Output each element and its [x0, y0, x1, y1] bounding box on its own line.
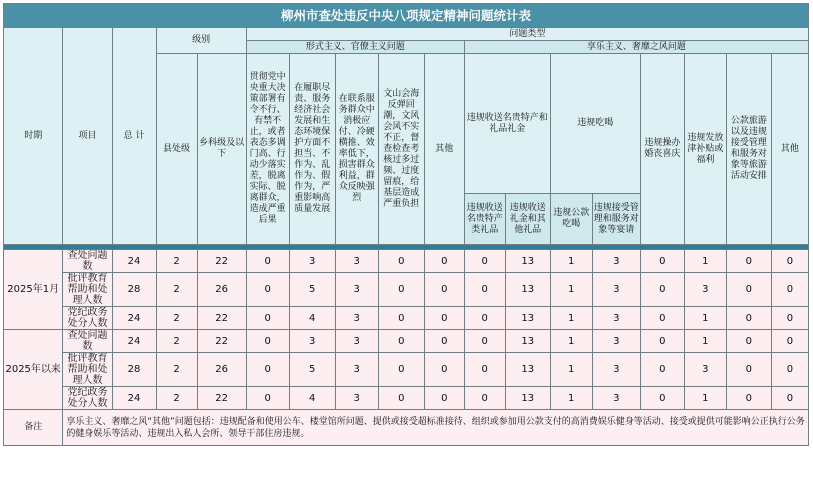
value-cell: 2 [156, 330, 197, 353]
value-cell: 0 [771, 330, 808, 353]
value-cell: 0 [246, 330, 289, 353]
header-formalism-other: 其他 [424, 54, 464, 245]
header-gifts-cash: 违规收送礼金和其他礼品 [505, 194, 550, 245]
value-cell: 26 [197, 353, 246, 387]
value-cell: 28 [112, 273, 156, 307]
value-cell: 0 [726, 250, 771, 273]
value-cell: 0 [771, 387, 808, 410]
value-cell: 0 [464, 353, 505, 387]
value-cell: 1 [550, 387, 592, 410]
stats-table-container [3, 3, 809, 446]
value-cell: 1 [550, 353, 592, 387]
value-cell: 1 [550, 250, 592, 273]
value-cell: 3 [684, 273, 726, 307]
value-cell: 3 [335, 273, 378, 307]
value-cell: 3 [335, 353, 378, 387]
item-cell: 查处问题数 [63, 330, 112, 353]
value-cell: 1 [684, 330, 726, 353]
header-formalism-4: 文山会海反弹回潮，文风会风不实不正，督查检查考核过多过频、过度留痕，给基层造成严重负担 [378, 54, 424, 245]
value-cell: 0 [640, 353, 684, 387]
value-cell: 22 [197, 387, 246, 410]
table-row [4, 307, 809, 330]
value-cell: 0 [424, 330, 464, 353]
value-cell: 3 [289, 330, 335, 353]
value-cell: 0 [246, 387, 289, 410]
value-cell: 22 [197, 330, 246, 353]
value-cell: 13 [505, 250, 550, 273]
header-travel: 公款旅游以及违规接受管理和服务对象等旅游活动安排 [726, 54, 771, 245]
value-cell: 13 [505, 330, 550, 353]
value-cell: 3 [335, 250, 378, 273]
value-cell: 0 [378, 330, 424, 353]
header-problem-type: 问题类型 [246, 28, 808, 41]
value-cell: 22 [197, 307, 246, 330]
header-level: 级别 [156, 28, 246, 54]
value-cell: 0 [464, 330, 505, 353]
value-cell: 0 [464, 273, 505, 307]
value-cell: 24 [112, 250, 156, 273]
value-cell: 0 [378, 250, 424, 273]
value-cell: 0 [726, 387, 771, 410]
header-dining-public: 违规公款吃喝 [550, 194, 592, 245]
value-cell: 28 [112, 353, 156, 387]
period-cell: 2025年1月 [4, 250, 63, 330]
value-cell: 0 [378, 307, 424, 330]
value-cell: 2 [156, 353, 197, 387]
value-cell: 13 [505, 307, 550, 330]
header-gifts: 违规收送名贵特产和礼品礼金 [464, 54, 550, 194]
header-weddings: 违规操办婚丧喜庆 [640, 54, 684, 245]
value-cell: 26 [197, 273, 246, 307]
value-cell: 1 [684, 307, 726, 330]
item-cell: 查处问题数 [63, 250, 112, 273]
value-cell: 13 [505, 273, 550, 307]
table-row [4, 330, 809, 353]
item-cell: 批评教育帮助和处理人数 [63, 273, 112, 307]
value-cell: 0 [640, 387, 684, 410]
value-cell: 24 [112, 307, 156, 330]
value-cell: 0 [246, 353, 289, 387]
value-cell: 2 [156, 387, 197, 410]
header-formalism: 形式主义、官僚主义问题 [246, 41, 464, 54]
value-cell: 1 [550, 307, 592, 330]
header-formalism-2: 在履职尽责、服务经济社会发展和生态环境保护方面不担当、不作为、乱作为、假作为，严重影响高质量发展 [289, 54, 335, 245]
header-subsidies: 违规发放津补贴或福利 [684, 54, 726, 245]
table-row [4, 250, 809, 273]
value-cell: 0 [726, 307, 771, 330]
note-text: 享乐主义、奢靡之风“其他”问题包括：违规配备和使用公车、楼堂馆所问题、提供或接受超标准接待、组织或参加用公款支付的高消费娱乐健身等活动、接受或提供可能影响公正执行公务的健身娱乐等活动、违规出入私人会所、领导干部住房违规。 [63, 410, 809, 446]
value-cell: 0 [246, 250, 289, 273]
value-cell: 2 [156, 273, 197, 307]
value-cell: 0 [246, 307, 289, 330]
header-hedonism: 享乐主义、奢靡之风问题 [464, 41, 808, 54]
statistics-table [3, 3, 809, 446]
value-cell: 2 [156, 250, 197, 273]
value-cell: 0 [378, 387, 424, 410]
value-cell: 0 [464, 387, 505, 410]
value-cell: 0 [771, 353, 808, 387]
value-cell: 0 [640, 330, 684, 353]
table-row [4, 273, 809, 307]
value-cell: 0 [424, 387, 464, 410]
value-cell: 0 [246, 273, 289, 307]
value-cell: 0 [464, 250, 505, 273]
header-dining-banquets: 违规接受管理和服务对象等宴请 [592, 194, 640, 245]
value-cell: 24 [112, 387, 156, 410]
header-formalism-1: 贯彻党中央重大决策部署有令不行、有禁不止，或者表态多调门高、行动少落实差，脱离实际、脱离群众，造成严重后果 [246, 54, 289, 245]
value-cell: 3 [592, 353, 640, 387]
value-cell: 1 [550, 330, 592, 353]
value-cell: 3 [592, 273, 640, 307]
item-cell: 党纪政务处分人数 [63, 307, 112, 330]
header-period: 时期 [4, 28, 63, 245]
value-cell: 0 [640, 307, 684, 330]
item-cell: 批评教育帮助和处理人数 [63, 353, 112, 387]
header-hedonism-other: 其他 [771, 54, 808, 245]
value-cell: 4 [289, 307, 335, 330]
value-cell: 5 [289, 273, 335, 307]
header-county-level: 县处级 [156, 54, 197, 245]
value-cell: 0 [726, 330, 771, 353]
value-cell: 4 [289, 387, 335, 410]
value-cell: 0 [726, 273, 771, 307]
value-cell: 0 [464, 307, 505, 330]
table-title: 柳州市查处违反中央八项规定精神问题统计表 [4, 4, 809, 28]
header-item: 项目 [63, 28, 112, 245]
value-cell: 24 [112, 330, 156, 353]
header-formalism-3: 在联系服务群众中消极应付、冷硬横推、效率低下，损害群众利益，群众反映强烈 [335, 54, 378, 245]
header-dining: 违规吃喝 [550, 54, 640, 194]
value-cell: 5 [289, 353, 335, 387]
value-cell: 13 [505, 353, 550, 387]
item-cell: 党纪政务处分人数 [63, 387, 112, 410]
value-cell: 0 [378, 353, 424, 387]
value-cell: 3 [592, 307, 640, 330]
value-cell: 13 [505, 387, 550, 410]
header-total: 总 计 [112, 28, 156, 245]
header-township-level: 乡科级及以下 [197, 54, 246, 245]
value-cell: 3 [592, 250, 640, 273]
period-cell: 2025年以来 [4, 330, 63, 410]
table-row [4, 353, 809, 387]
value-cell: 0 [424, 273, 464, 307]
value-cell: 0 [378, 273, 424, 307]
value-cell: 3 [335, 330, 378, 353]
value-cell: 0 [771, 307, 808, 330]
note-label: 备注 [4, 410, 63, 446]
value-cell: 3 [335, 307, 378, 330]
value-cell: 0 [424, 307, 464, 330]
value-cell: 3 [684, 353, 726, 387]
value-cell: 1 [684, 250, 726, 273]
value-cell: 22 [197, 250, 246, 273]
value-cell: 3 [335, 387, 378, 410]
value-cell: 1 [550, 273, 592, 307]
value-cell: 0 [640, 250, 684, 273]
value-cell: 3 [592, 330, 640, 353]
value-cell: 0 [726, 353, 771, 387]
value-cell: 2 [156, 307, 197, 330]
header-gifts-specialty: 违规收送名贵特产类礼品 [464, 194, 505, 245]
value-cell: 0 [771, 250, 808, 273]
value-cell: 0 [771, 273, 808, 307]
value-cell: 0 [640, 273, 684, 307]
table-row [4, 387, 809, 410]
value-cell: 3 [592, 387, 640, 410]
value-cell: 3 [289, 250, 335, 273]
value-cell: 1 [684, 387, 726, 410]
value-cell: 0 [424, 250, 464, 273]
value-cell: 0 [424, 353, 464, 387]
